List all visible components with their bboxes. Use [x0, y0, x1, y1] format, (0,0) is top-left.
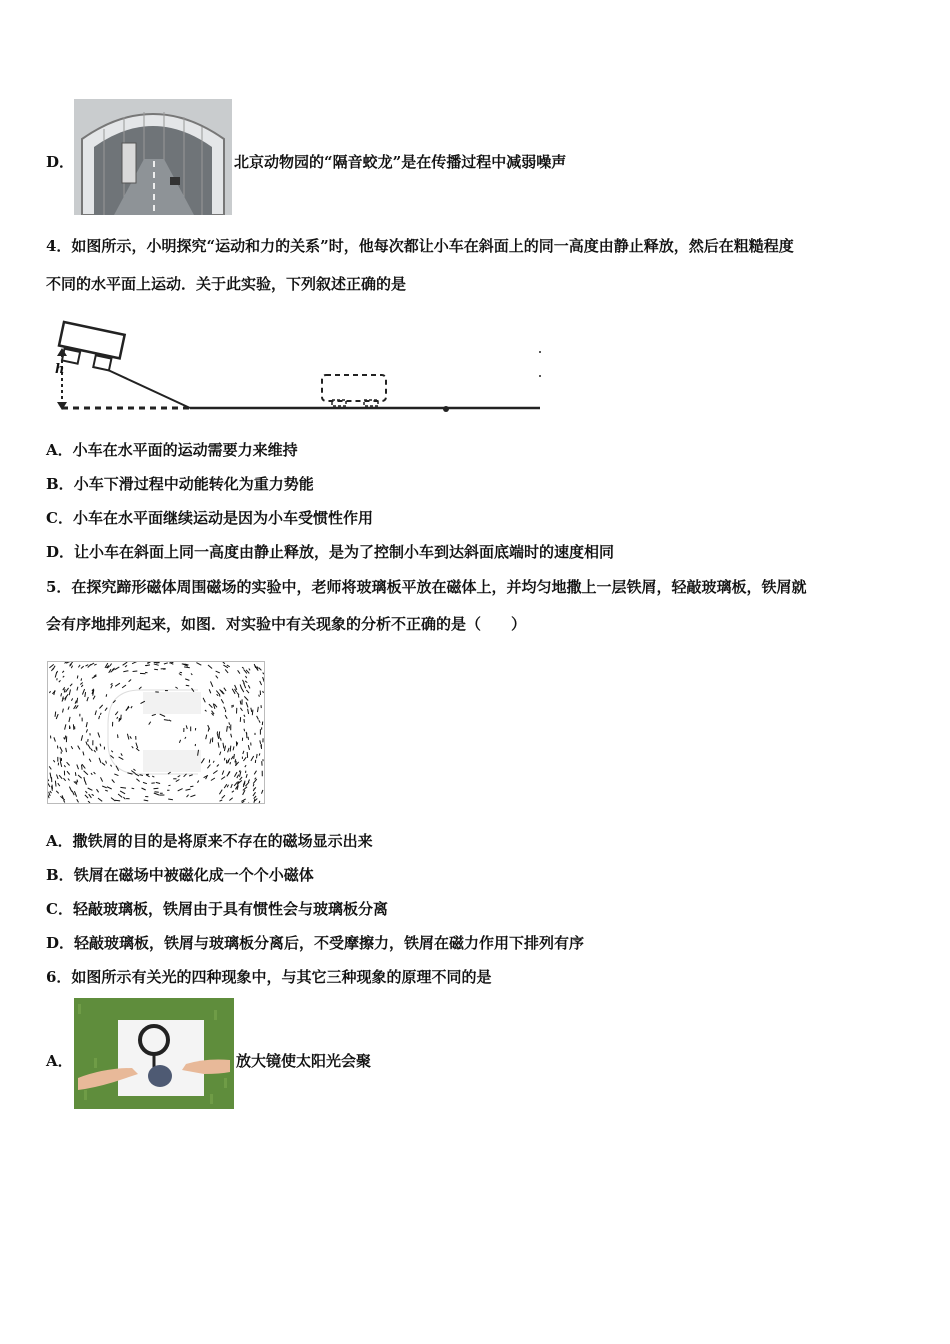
q4-option-d-text: 让小车在斜面上同一高度由静止释放，是为了控制小车到达斜面底端时的速度相同 [74, 543, 615, 561]
q5-option-b [46, 865, 314, 885]
q5-stem-line2: 会有序地排列起来，如图．对实验中有关现象的分析不正确的是（ ） [46, 615, 527, 633]
q3-option-d-text: 北京动物园的“隔音蛟龙”是在传播过程中减弱噪声 [234, 153, 567, 171]
q5-stem-line1: 5．在探究蹄形磁体周围磁场的实验中，老师将玻璃板平放在磁体上，并均匀地撒上一层铁屑，轻敲玻璃板，铁屑就 [46, 578, 807, 596]
magnifier-sunlight-image [74, 998, 234, 1109]
q4-stem-line1: 4．如图所示，小明探究“运动和力的关系”时，他每次都让小车在斜面上的同一高度由静止释放，然后在粗糙程度 [46, 237, 794, 255]
q5-option-a-letter: A． [46, 832, 73, 850]
q6-stem: 6．如图所示有关光的四种现象中，与其它三种现象的原理不同的是 [46, 968, 492, 986]
q4-option-a [46, 440, 298, 460]
q4-stem-line2: 不同的水平面上运动．关于此实验，下列叙述正确的是 [46, 275, 407, 293]
q4-option-b-text: 小车下滑过程中动能转化为重力势能 [73, 475, 314, 493]
q5-option-c-letter: C． [46, 900, 73, 918]
q4-option-a-letter: A． [46, 441, 73, 459]
q4-option-c-text: 小车在水平面继续运动是因为小车受惯性作用 [72, 509, 373, 527]
q4-option-c [46, 508, 373, 528]
sound-barrier-tunnel-image [74, 99, 232, 215]
iron-filings-magnet-image [47, 661, 265, 804]
q6-option-a-letter: A． [46, 1052, 73, 1070]
q4-option-b [46, 474, 314, 494]
q5-option-a-text: 撒铁屑的目的是将原来不存在的磁场显示出来 [72, 832, 373, 850]
q5-option-c [46, 899, 388, 919]
q3-option-d-letter: D． [46, 153, 75, 171]
q5-option-b-text: 铁屑在磁场中被磁化成一个个小磁体 [73, 866, 314, 884]
q5-option-b-letter: B． [46, 866, 74, 884]
q5-option-c-text: 轻敲玻璃板，铁屑由于具有惯性会与玻璃板分离 [72, 900, 388, 918]
cart-on-slope [56, 322, 125, 372]
q5-option-a [46, 831, 373, 851]
q4-option-a-text: 小车在水平面的运动需要力来维持 [72, 441, 298, 459]
q4-option-c-letter: C． [46, 509, 73, 527]
q4-option-d [46, 542, 614, 562]
q5-option-d-letter: D． [46, 934, 75, 952]
q4-option-d-letter: D． [46, 543, 75, 561]
q5-option-d [46, 933, 584, 953]
height-label: h [55, 362, 65, 377]
q5-option-d-text: 轻敲玻璃板，铁屑与玻璃板分离后，不受摩擦力，铁屑在磁力作用下排列有序 [74, 934, 585, 952]
incline-cart-diagram [50, 312, 550, 422]
q6-option-a-text: 放大镜使太阳光会聚 [236, 1052, 372, 1070]
q4-option-b-letter: B． [46, 475, 74, 493]
